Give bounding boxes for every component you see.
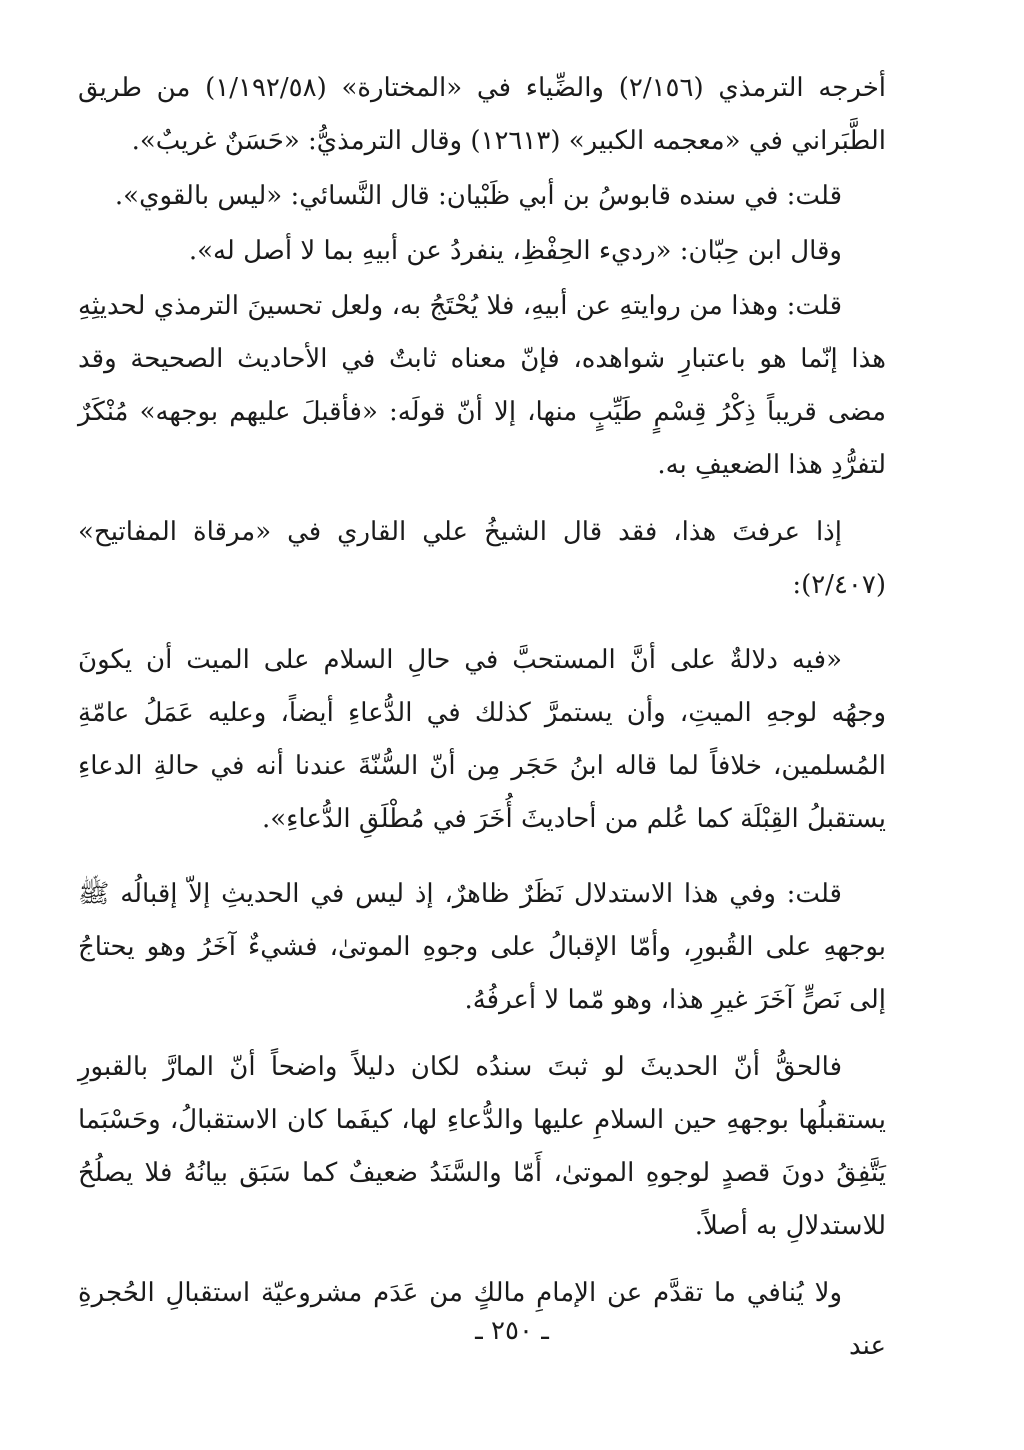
paragraph-qabus-nasai: قلت: في سنده قابوسُ بن أبي ظَبْيان: قال النَّسائي: «ليس بالقوي». [114,181,842,211]
paragraph-nazar: قلت: وفي هذا الاستدلال نَظَرٌ ظاهرٌ، إذ ليس في الحديثِ إلاّ إقبالُه ﷺ بوجههِ على القُبورِ، وأمّا الإقبالُ على وجوهِ الموتىٰ، فشيءٌ آخَرُ وهو يحتاجُ إلى نَصٍّ آخَرَ غيرِ هذا، وهو مّما لا أعرفُهُ. [78,879,886,1015]
paragraph-la-yunafi: ولا يُنافي ما تقدَّم عن الإمامِ مالكٍ من عَدَم مشروعيّة استقبالِ الحُجرةِ عند [78,1278,886,1361]
paragraph-ibn-hibban: وقال ابن حِبّان: «رديء الحِفْظِ، ينفردُ عن أبيهِ بما لا أصل له». [188,236,842,266]
page-body [78,62,886,1373]
paragraph-haqq: فالحقُّ أنّ الحديثَ لو ثبتَ سندُه لكان دليلاً واضحاً أنّ المارَّ بالقبورِ يستقبلُها بوجههِ حين السلامِ عليها والدُّعاءِ لها، كيفَما كان الاستقبالُ، وحَسْبَما يَتَّفِقُ دونَ قصدٍ لوجوهِ الموتىٰ، أَمّا والسَّنَدُ ضعيفٌ كما سَبَق بيانُهُ فلا يصلُحُ للاستدلالِ به أصلاً. [78,1052,886,1241]
paragraph-takhrij: أخرجه الترمذي (٢/١٥٦) والضِّياء في «المختارة» (١/١٩٢/٥٨) من طريق الطَّبَراني في «معجمه الكبير» (١٢٦١٣) وقال الترمذيُّ: «حَسَنٌ غريبٌ». [78,73,886,156]
page-number: ـ ٢٥٠ ـ [475,1316,549,1346]
paragraph-qari-intro: إذا عرفتَ هذا، فقد قال الشيخُ علي القاري في «مرقاة المفاتيح» (٢/٤٠٧): [78,517,886,600]
paragraph-riwayah: قلت: وهذا من روايتهِ عن أبيهِ، فلا يُحْتَجُ به، ولعل تحسينَ الترمذي لحديثِهِ هذا إنّما هو باعتبارِ شواهده، فإنّ معناه ثابتٌ في الأحاديث الصحيحة وقد مضى قريباً ذِكْرُ قِسْمٍ طَيِّبٍ منها، إلا أنّ قولَه: «فأقبلَ عليهم بوجهه» مُنْكَرٌ لتفرُّدِ هذا الضعيفِ به. [78,291,886,480]
paragraph-qari-quote: «فيه دلالةٌ على أنَّ المستحبَّ في حالِ السلام على الميت أن يكونَ وجهُه لوجهِ الميتِ، وأن يستمرَّ كذلك في الدُّعاءِ أيضاً، وعليه عَمَلُ عامّةِ المُسلمين، خلافاً لما قاله ابنُ حَجَر مِن أنّ السُّنّةَ عندنا أنه في حالةِ الدعاءِ يستقبلُ القِبْلَة كما عُلم من أحاديثَ أُخَرَ في مُطْلَقِ الدُّعاءِ». [78,645,886,834]
